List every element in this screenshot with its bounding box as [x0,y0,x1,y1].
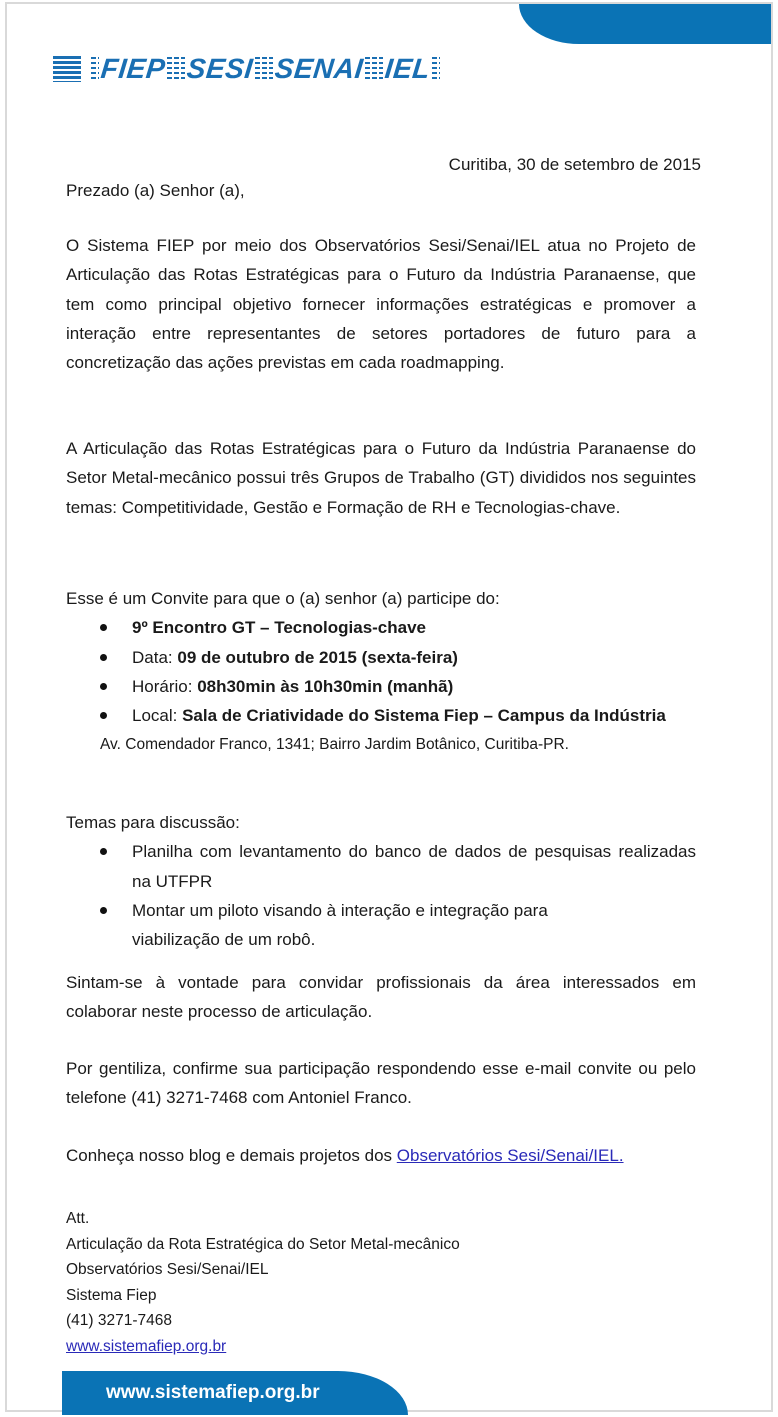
signature-line-3: Sistema Fiep [66,1286,157,1304]
paragraph-confirm: Por gentiliza, confirme sua participação respondendo esse e-mail convite ou pelo telefone (41) 3271-7468 com Antoniel Franco. [66,1059,696,1108]
logo-word-fiep: FIEP [99,53,167,84]
logo-stripes [167,57,185,81]
header-blue-band [519,4,771,44]
topic-item [66,837,696,896]
signature-block [66,1206,696,1359]
logo-word-iel: IEL [383,53,432,84]
observatorios-link[interactable]: Observatórios Sesi/Senai/IEL. [396,1146,624,1165]
logo-word-senai: SENAI [273,53,365,84]
signature-line-2: Observatórios Sesi/Senai/IEL [66,1261,269,1278]
footer-banner-text: www.sistemafiep.org.br [106,1382,320,1403]
bullet-icon [100,654,107,661]
topic-text: Montar um piloto visando à interação e integração para viabilização de um robô. [132,900,548,950]
event-date-value: 09 de outubro de 2015 (sexta-feira) [177,647,458,667]
bullet-icon [100,624,107,631]
logo-stripes [91,57,99,81]
topics-list [66,837,696,954]
invite-section [66,584,746,760]
topic-item [66,896,696,955]
event-location-label: Local: [132,706,183,726]
footer-banner [62,1371,408,1415]
event-item-location [66,701,746,730]
event-item-date [66,643,746,672]
event-address: Av. Comendador Franco, 1341; Bairro Jardim Botânico, Curitiba-PR. [100,736,569,754]
logo-stripes [432,57,440,81]
topic-text: Planilha com levantamento do banco de dados de pesquisas realizadas na UTFPR [132,842,696,891]
signature-line-1: Articulação da Rota Estratégica do Setor Metal-mecânico [66,1235,460,1253]
bullet-icon [100,712,107,719]
bullet-icon [100,848,107,855]
signature-closing: Att. [66,1210,90,1227]
website-link[interactable]: www.sistemafiep.org.br [66,1337,227,1355]
paragraph-invite-others: Sintam-se à vontade para convidar profissionais da área interessados em colaborar neste processo de articulação. [66,973,696,1022]
event-time-value: 08h30min às 10h30min (manhã) [197,676,454,696]
date-line: Curitiba, 30 de setembro de 2015 [448,155,701,174]
paragraph-groups: A Articulação das Rotas Estratégicas para o Futuro da Indústria Paranaense do Setor Metal-mecânico possui três Grupos de Trabalho (GT) divididos nos seguintes temas: Competitividade, Gestão e Formação de RH e Tecnologias-chave. [66,439,696,517]
topics-heading: Temas para discussão: [66,813,240,832]
event-item-title [66,613,746,642]
logo-word-sesi: SESI [185,53,255,84]
logo-stripes [365,57,383,81]
bullet-icon [100,907,107,914]
salutation: Prezado (a) Senhor (a), [66,181,245,200]
event-location-value: Sala de Criatividade do Sistema Fiep – Campus da Indústria [182,706,666,726]
event-details-list [66,613,746,730]
event-title: 9º Encontro GT – Tecnologias-chave [132,618,427,638]
paragraph-intro: O Sistema FIEP por meio dos Observatórios Sesi/Senai/IEL atua no Projeto de Articulação das Rotas Estratégicas para o Futuro da Indústria Paranaense, que tem como principal objetivo fornecer informações estratégicas e promover a interação entre representantes de setores portadores de futuro para a concretização das ações previstas em cada roadmapping. [66,236,696,373]
logo-stripes [255,57,273,81]
blog-text: Conheça nosso blog e demais projetos dos [66,1146,397,1165]
fiep-sesi-senai-iel-logo [53,52,442,86]
event-item-time [66,672,746,701]
topics-section [66,808,696,954]
signature-phone: (41) 3271-7468 [66,1312,172,1329]
paragraph-blog [66,1141,696,1170]
event-time-label: Horário: [132,676,198,696]
event-date-label: Data: [132,647,178,667]
bullet-icon [100,683,107,690]
fiep-emblem-icon [53,56,81,82]
invite-intro: Esse é um Convite para que o (a) senhor (a) participe do: [66,589,500,608]
